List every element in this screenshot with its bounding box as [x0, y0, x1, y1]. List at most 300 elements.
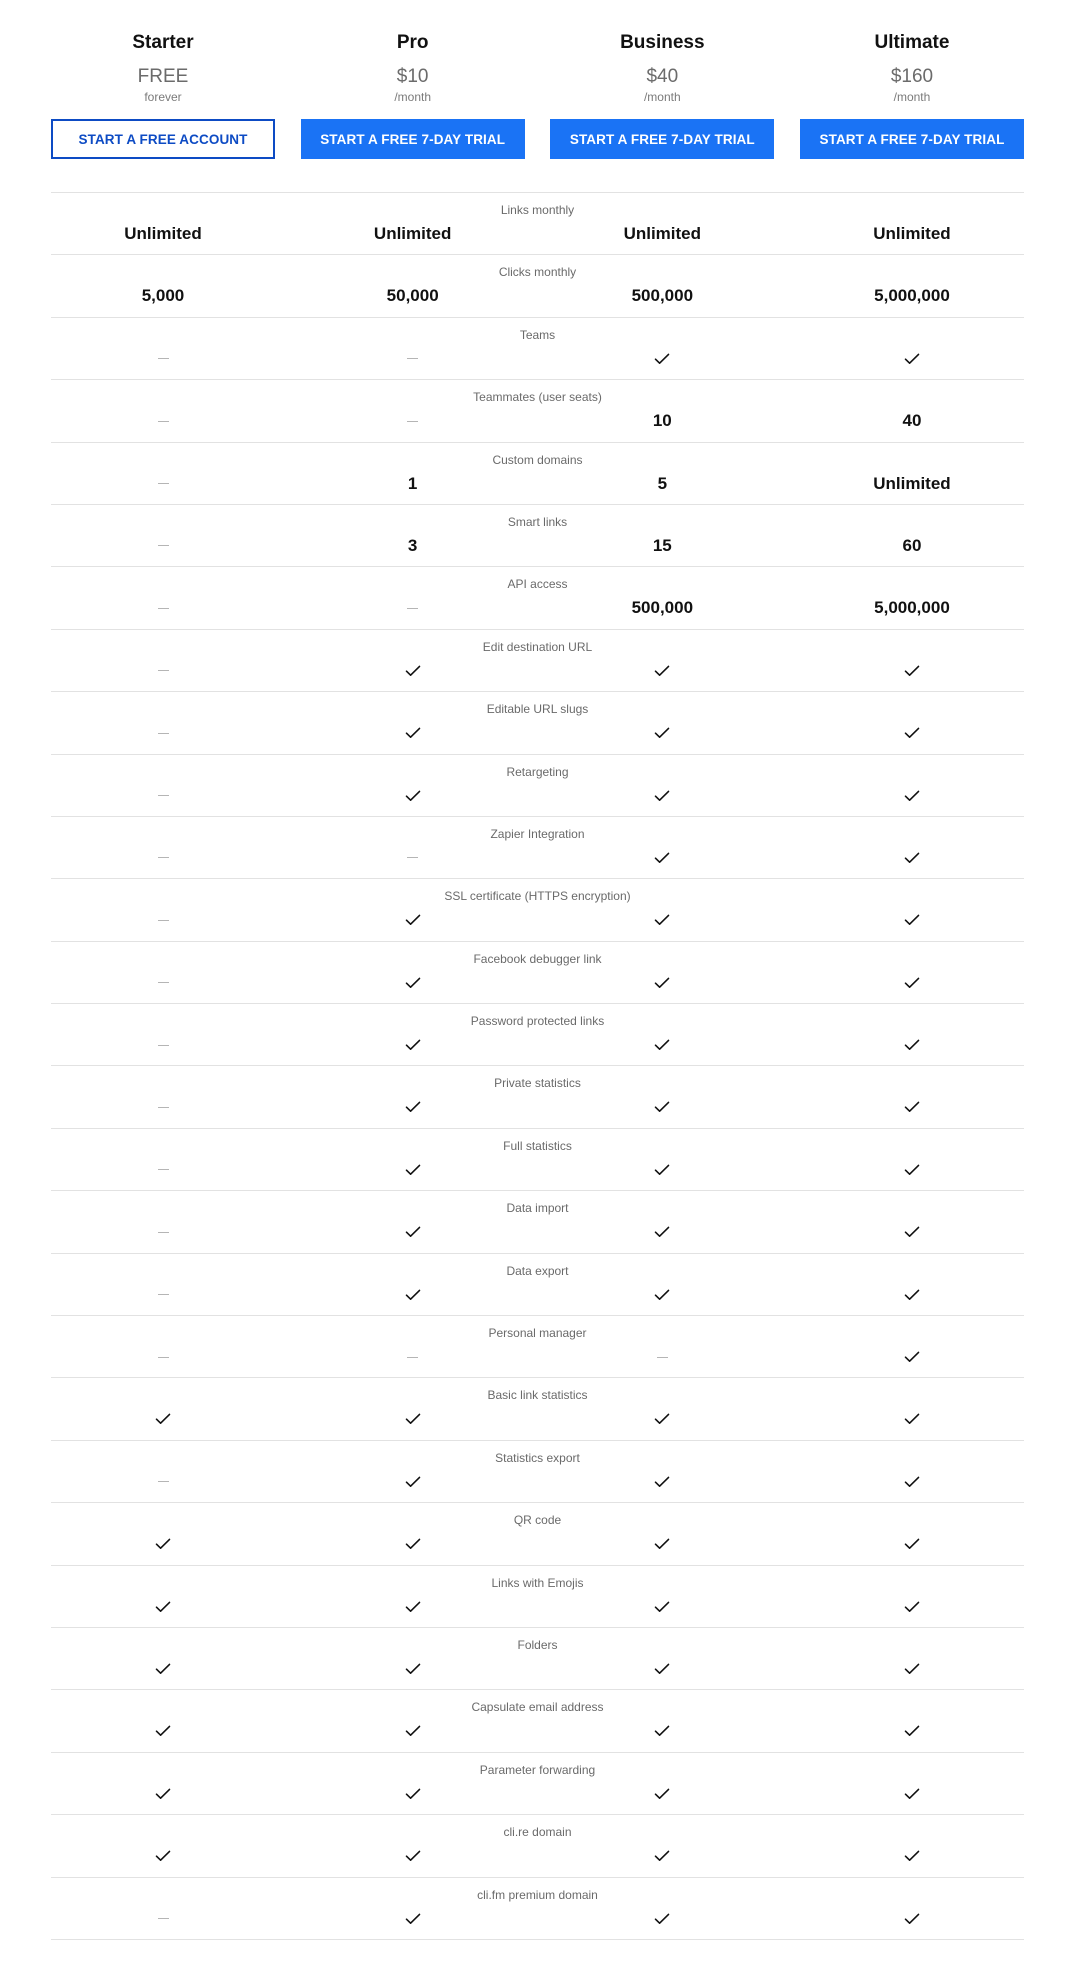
cell-business [550, 782, 774, 810]
feature-values [51, 345, 1024, 373]
cell-business [550, 345, 774, 373]
cell-starter [51, 1593, 275, 1621]
dash-icon [158, 1481, 169, 1482]
plan-price: FREE [137, 66, 189, 87]
cell-value-business: 10 [652, 411, 672, 431]
dash-icon [407, 1357, 418, 1358]
check-icon [405, 1039, 421, 1051]
feature-label: Clicks monthly [498, 265, 577, 280]
check-icon [654, 977, 670, 989]
cell-business [550, 906, 774, 934]
feature-row-capsulate-email-address [51, 1690, 1024, 1752]
cell-value-ultimate: 40 [902, 411, 922, 431]
cell-value-ultimate: Unlimited [873, 473, 951, 493]
cell-business [550, 1031, 774, 1059]
check-icon [904, 1351, 920, 1363]
cell-ultimate [800, 1405, 1024, 1433]
cell-starter [51, 1218, 275, 1246]
cell-starter [51, 844, 275, 872]
cell-business [550, 1655, 774, 1683]
dash-icon [158, 982, 169, 983]
feature-values [51, 844, 1024, 872]
start-free-account-button[interactable]: START A FREE ACCOUNT [51, 119, 275, 159]
feature-values [51, 1156, 1024, 1184]
feature-row-edit-destination-url [51, 630, 1024, 692]
check-icon [654, 1039, 670, 1051]
feature-row-parameter-forwarding [51, 1753, 1024, 1815]
check-icon [904, 353, 920, 365]
cell-starter [51, 1655, 275, 1683]
cell-ultimate [800, 1343, 1024, 1371]
cell-starter [51, 1905, 275, 1933]
check-icon [904, 1101, 920, 1113]
feature-values [51, 782, 1024, 810]
dash-icon [158, 1045, 169, 1046]
feature-row-password-protected-links [51, 1004, 1024, 1066]
cell-starter [51, 1405, 275, 1433]
check-icon [405, 727, 421, 739]
cell-ultimate [800, 782, 1024, 810]
cell-ultimate [800, 719, 1024, 747]
cell-pro [301, 1218, 525, 1246]
cell-pro [301, 407, 525, 435]
cell-starter [51, 1842, 275, 1870]
dash-icon [158, 857, 169, 858]
cell-starter [51, 906, 275, 934]
dash-icon [158, 483, 169, 484]
cell-starter [51, 470, 275, 498]
dash-icon [407, 358, 418, 359]
cell-pro [301, 1842, 525, 1870]
check-icon [405, 1788, 421, 1800]
check-icon [904, 1164, 920, 1176]
cell-pro [301, 1717, 525, 1745]
feature-label: Data export [506, 1263, 569, 1278]
check-icon [405, 1663, 421, 1675]
feature-label: Data import [506, 1201, 569, 1216]
feature-values [51, 532, 1024, 560]
cell-starter [51, 719, 275, 747]
feature-values [51, 1530, 1024, 1558]
cell-pro [301, 719, 525, 747]
feature-values [51, 1593, 1024, 1621]
cell-value-ultimate: 60 [902, 535, 922, 555]
check-icon [904, 1725, 920, 1737]
cell-pro [301, 1093, 525, 1121]
cell-value-business: Unlimited [623, 224, 702, 243]
plan-column-pro [301, 31, 525, 159]
check-icon [155, 1538, 171, 1550]
cell-business [550, 1281, 774, 1309]
feature-row-custom-domains [51, 443, 1024, 505]
cell-starter [51, 345, 275, 373]
check-icon [405, 1413, 421, 1425]
check-icon [904, 1788, 920, 1800]
dash-icon [407, 857, 418, 858]
dash-icon [158, 795, 169, 796]
cell-value-pro: Unlimited [373, 224, 452, 243]
check-icon [405, 1913, 421, 1925]
feature-values [51, 1717, 1024, 1745]
cell-value-business: 500,000 [631, 598, 694, 618]
feature-row-private-statistics [51, 1066, 1024, 1128]
cell-pro [301, 1655, 525, 1683]
check-icon [654, 1164, 670, 1176]
feature-label: Links monthly [500, 203, 575, 217]
check-icon [405, 1289, 421, 1301]
check-icon [904, 1850, 920, 1862]
check-icon [904, 1476, 920, 1488]
start-trial-button-business[interactable]: START A FREE 7-DAY TRIAL [550, 119, 774, 159]
check-icon [654, 1601, 670, 1613]
cell-ultimate [800, 1281, 1024, 1309]
feature-values [51, 407, 1024, 435]
dash-icon [158, 608, 169, 609]
check-icon [654, 790, 670, 802]
check-icon [405, 1476, 421, 1488]
cell-pro [301, 594, 525, 622]
check-icon [405, 665, 421, 677]
cell-pro [301, 1530, 525, 1558]
plan-name: Ultimate [874, 32, 950, 53]
pricing-container [51, 0, 1024, 1940]
feature-row-retargeting [51, 755, 1024, 817]
cell-value-business: 500,000 [631, 286, 694, 306]
plan-name: Pro [396, 32, 429, 53]
feature-label: Parameter forwarding [479, 1762, 596, 1777]
feature-label: Full statistics [503, 1138, 572, 1153]
feature-row-folders [51, 1628, 1024, 1690]
plan-period: /month [394, 90, 431, 104]
check-icon [904, 914, 920, 926]
cell-value-ultimate: 5,000,000 [874, 598, 950, 618]
check-icon [654, 1226, 670, 1238]
cell-starter [51, 1343, 275, 1371]
feature-label: Personal manager [488, 1326, 587, 1341]
check-icon [904, 790, 920, 802]
cell-value-ultimate: Unlimited [873, 224, 951, 243]
feature-row-zapier-integration [51, 817, 1024, 879]
feature-values [51, 657, 1024, 685]
check-icon [904, 1226, 920, 1238]
cell-ultimate [800, 1593, 1024, 1621]
feature-row-smart-links [51, 505, 1024, 567]
dash-icon [158, 545, 169, 546]
dash-icon [158, 670, 169, 671]
feature-values [51, 282, 1024, 310]
feature-label: Smart links [507, 514, 568, 529]
feature-row-clicks-monthly [51, 255, 1024, 317]
feature-row-facebook-debugger-link [51, 942, 1024, 1004]
cell-starter [51, 969, 275, 997]
check-icon [654, 1538, 670, 1550]
check-icon [654, 914, 670, 926]
feature-values [51, 906, 1024, 934]
feature-row-personal-manager [51, 1316, 1024, 1378]
feature-values [51, 1905, 1024, 1933]
check-icon [155, 1850, 171, 1862]
feature-values [51, 1842, 1024, 1870]
cell-business [550, 1717, 774, 1745]
feature-row-qr-code [51, 1503, 1024, 1565]
check-icon [654, 852, 670, 864]
dash-icon [158, 358, 169, 359]
feature-label: Retargeting [506, 764, 569, 779]
start-trial-button-pro[interactable]: START A FREE 7-DAY TRIAL [301, 119, 525, 159]
feature-label: Zapier Integration [490, 826, 585, 841]
cell-business [550, 1218, 774, 1246]
plan-period: /month [643, 90, 681, 104]
cell-starter [51, 407, 275, 435]
cell-business [550, 1530, 774, 1558]
cell-pro [301, 1281, 525, 1309]
feature-row-full-statistics [51, 1129, 1024, 1191]
check-icon [405, 977, 421, 989]
dash-icon [657, 1357, 668, 1358]
plan-column-starter [51, 31, 275, 159]
check-icon [904, 665, 920, 677]
cell-starter [51, 1281, 275, 1309]
cell-starter [51, 782, 275, 810]
cell-business [550, 1405, 774, 1433]
check-icon [904, 1663, 920, 1675]
dash-icon [407, 421, 418, 422]
check-icon [654, 1289, 670, 1301]
dash-icon [158, 421, 169, 422]
cell-starter [51, 1530, 275, 1558]
feature-label: Basic link statistics [487, 1388, 588, 1403]
feature-row-ssl-certificate-https-encryption [51, 879, 1024, 941]
check-icon [405, 1101, 421, 1113]
cell-pro [301, 1593, 525, 1621]
check-icon [654, 1476, 670, 1488]
cell-ultimate [800, 1093, 1024, 1121]
check-icon [654, 1413, 670, 1425]
check-icon [405, 790, 421, 802]
feature-label: Links with Emojis [491, 1575, 584, 1590]
cell-business [550, 657, 774, 685]
plan-name: Business [620, 32, 705, 53]
feature-row-basic-link-statistics [51, 1378, 1024, 1440]
check-icon [904, 1538, 920, 1550]
check-icon [405, 1850, 421, 1862]
check-icon [405, 1538, 421, 1550]
cell-starter [51, 1156, 275, 1184]
check-icon [654, 1663, 670, 1675]
cell-ultimate [800, 1031, 1024, 1059]
check-icon [654, 1850, 670, 1862]
feature-values [51, 220, 1024, 248]
feature-label: Custom domains [492, 452, 583, 467]
feature-label: Editable URL slugs [486, 702, 589, 717]
check-icon [654, 1101, 670, 1113]
feature-values [51, 719, 1024, 747]
cell-pro [301, 1468, 525, 1496]
plan-column-ultimate [800, 31, 1024, 159]
feature-values [51, 470, 1024, 498]
cell-starter [51, 1780, 275, 1808]
cell-business [550, 1593, 774, 1621]
feature-label: SSL certificate (HTTPS encryption) [444, 889, 631, 904]
cell-ultimate [800, 657, 1024, 685]
feature-row-cli-fm-premium-domain [51, 1878, 1024, 1940]
feature-values [51, 594, 1024, 622]
check-icon [654, 1913, 670, 1925]
cell-business [550, 1468, 774, 1496]
check-icon [904, 727, 920, 739]
check-icon [405, 1601, 421, 1613]
cell-pro [301, 1156, 525, 1184]
check-icon [405, 1226, 421, 1238]
check-icon [405, 914, 421, 926]
cell-value-pro: 50,000 [386, 286, 439, 306]
check-icon [155, 1788, 171, 1800]
dash-icon [158, 1232, 169, 1233]
feature-row-teammates-user-seats [51, 380, 1024, 442]
check-icon [654, 1788, 670, 1800]
feature-values [51, 969, 1024, 997]
cell-pro [301, 844, 525, 872]
plan-period: /month [893, 90, 931, 104]
cell-business [550, 1093, 774, 1121]
dash-icon [158, 1357, 169, 1358]
feature-row-api-access [51, 567, 1024, 629]
cell-business [550, 844, 774, 872]
check-icon [904, 1413, 920, 1425]
feature-row-data-export [51, 1254, 1024, 1316]
feature-label: QR code [513, 1513, 562, 1528]
feature-label: Password protected links [470, 1014, 605, 1029]
cell-value-starter: Unlimited [124, 224, 202, 243]
cell-business [550, 1905, 774, 1933]
dash-icon [158, 1918, 169, 1919]
dash-icon [158, 1107, 169, 1108]
feature-comparison-table [51, 192, 1024, 1940]
check-icon [904, 1913, 920, 1925]
cell-ultimate [800, 844, 1024, 872]
feature-label: cli.re domain [503, 1825, 572, 1840]
feature-values [51, 1655, 1024, 1683]
feature-label: Teammates (user seats) [473, 390, 602, 405]
feature-row-links-monthly [51, 193, 1024, 255]
cell-business [550, 719, 774, 747]
plan-price: $40 [646, 66, 679, 87]
check-icon [405, 1725, 421, 1737]
check-icon [904, 1039, 920, 1051]
feature-values [51, 1780, 1024, 1808]
plan-period: forever [144, 90, 182, 104]
feature-label: Private statistics [494, 1076, 581, 1091]
check-icon [904, 1601, 920, 1613]
cell-starter [51, 532, 275, 560]
cell-pro [301, 782, 525, 810]
feature-values [51, 1343, 1024, 1371]
feature-values [51, 1405, 1024, 1433]
check-icon [904, 852, 920, 864]
cell-pro [301, 1405, 525, 1433]
cell-value-business: 15 [652, 535, 672, 555]
dash-icon [158, 920, 169, 921]
check-icon [155, 1663, 171, 1675]
feature-values [51, 1031, 1024, 1059]
feature-label: Facebook debugger link [473, 951, 602, 966]
feature-row-links-with-emojis [51, 1566, 1024, 1628]
feature-row-editable-url-slugs [51, 692, 1024, 754]
feature-label: Statistics export [495, 1450, 580, 1465]
check-icon [155, 1413, 171, 1425]
feature-label: Capsulate email address [471, 1700, 604, 1715]
cell-business [550, 1156, 774, 1184]
check-icon [155, 1725, 171, 1737]
feature-row-statistics-export [51, 1441, 1024, 1503]
cell-pro [301, 657, 525, 685]
feature-label: API access [507, 577, 568, 592]
cell-ultimate [800, 345, 1024, 373]
cell-value-pro: 3 [407, 535, 418, 555]
feature-row-teams [51, 318, 1024, 380]
feature-label: cli.fm premium domain [477, 1887, 598, 1902]
dash-icon [158, 1169, 169, 1170]
cell-ultimate [800, 1905, 1024, 1933]
cell-ultimate [800, 906, 1024, 934]
cell-ultimate [800, 969, 1024, 997]
cell-value-starter: 5,000 [141, 286, 185, 306]
check-icon [654, 727, 670, 739]
cell-pro [301, 906, 525, 934]
dash-icon [158, 1294, 169, 1295]
cell-pro [301, 1343, 525, 1371]
cell-pro [301, 1905, 525, 1933]
plan-column-business [550, 31, 774, 159]
cell-starter [51, 1031, 275, 1059]
feature-values [51, 1281, 1024, 1309]
cell-ultimate [800, 1717, 1024, 1745]
check-icon [155, 1601, 171, 1613]
cell-ultimate [800, 1218, 1024, 1246]
plan-header-row [51, 0, 1024, 159]
check-icon [654, 1725, 670, 1737]
check-icon [405, 1164, 421, 1176]
feature-label: Folders [517, 1637, 558, 1652]
check-icon [904, 1289, 920, 1301]
plan-price: $10 [396, 66, 429, 87]
cell-ultimate [800, 1780, 1024, 1808]
cell-ultimate [800, 1655, 1024, 1683]
cell-starter [51, 594, 275, 622]
plan-name: Starter [132, 32, 194, 53]
cell-value-pro: 1 [407, 473, 418, 493]
feature-row-data-import [51, 1191, 1024, 1253]
cell-business [550, 969, 774, 997]
dash-icon [407, 608, 418, 609]
cell-business [550, 1842, 774, 1870]
dash-icon [158, 733, 169, 734]
feature-values [51, 1093, 1024, 1121]
check-icon [904, 977, 920, 989]
cell-pro [301, 969, 525, 997]
cell-ultimate [800, 1530, 1024, 1558]
cell-pro [301, 1031, 525, 1059]
cell-value-business: 5 [657, 473, 668, 493]
cell-value-ultimate: 5,000,000 [874, 286, 950, 306]
feature-values [51, 1218, 1024, 1246]
feature-values [51, 1468, 1024, 1496]
cell-ultimate [800, 1156, 1024, 1184]
start-trial-button-ultimate[interactable]: START A FREE 7-DAY TRIAL [800, 119, 1024, 159]
cell-starter [51, 657, 275, 685]
cell-starter [51, 1468, 275, 1496]
cell-starter [51, 1717, 275, 1745]
